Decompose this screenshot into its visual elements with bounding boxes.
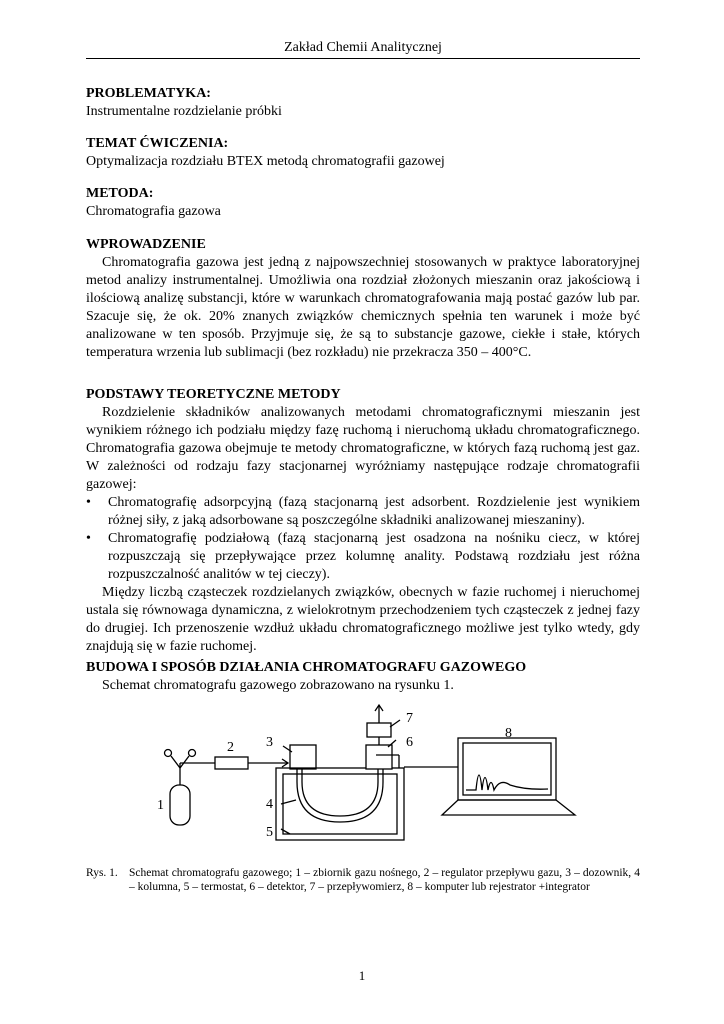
flowmeter-icon (367, 723, 391, 737)
detector-icon (366, 745, 392, 769)
flow-regulator-icon (215, 757, 248, 769)
diagram-label-8: 8 (505, 726, 512, 741)
diagram-label-1: 1 (157, 798, 164, 813)
bullet-icon: • (86, 531, 91, 546)
text-metoda: Chromatografia gazowa (86, 204, 221, 219)
diagram-label-4: 4 (266, 797, 273, 812)
page-header: Zakład Chemii Analitycznej (86, 40, 640, 59)
diagram-label-3: 3 (266, 735, 273, 750)
text-budowa: Schemat chromatografu gazowego zobrazowano na rysunku 1. (102, 678, 454, 693)
column-coil-icon (297, 769, 383, 822)
text-temat: Optymalizacja rozdziału BTEX metodą chromatografii gazowej (86, 154, 445, 169)
diagram-label-2: 2 (227, 740, 234, 755)
computer-icon (442, 738, 575, 815)
heading-problematyka: PROBLEMATYKA: (86, 86, 211, 101)
figure-caption (86, 866, 640, 894)
diagram-label-7: 7 (406, 711, 413, 726)
text-problematyka: Instrumentalne rozdzielanie próbki (86, 104, 282, 119)
heading-wprowadzenie: WPROWADZENIE (86, 237, 206, 252)
heading-podstawy: PODSTAWY TEORETYCZNE METODY (86, 387, 341, 402)
heading-temat: TEMAT ĆWICZENIA: (86, 136, 229, 151)
caption-label: Rys. 1. (86, 867, 118, 879)
bullet-icon: • (86, 495, 91, 510)
diagram-label-6: 6 (406, 735, 413, 750)
paragraph-wprowadzenie: Chromatografia gazowa jest jedną z najpowszechniej stosowanych w praktyce laboratoryjnej metod analizy instrumentalnej. Umożliwia ona rozdział złożonych mieszanin oraz jakościową i ilościową analizę substancji, które w warunkach chromatografowania mają postać gazów lub par. Szacuje się, że ok. 20% znanych związków chemicznych spełnia ten warunek i może być analizowane w ten sposób. Przyjmuje się, że są to substancje gazowe, ciekłe i stałe, których temperatura wrzenia lub sublimacji (bez rozkładu) nie przekracza 350 – 400°C. (86, 255, 640, 360)
heading-metoda: METODA: (86, 186, 154, 201)
injector-icon (290, 745, 316, 769)
heading-budowa: BUDOWA I SPOSÓB DZIAŁANIA CHROMATOGRAFU GAZOWEGO (86, 660, 527, 675)
diagram-label-5: 5 (266, 825, 273, 840)
page-number: 1 (358, 968, 366, 983)
thermostat-icon (276, 768, 404, 840)
list-item-text: Chromatografię adsorpcyjną (fazą stacjonarną jest adsorbent. Rozdzielenie jest wynikiem różnej siły, z jaką adsorbowane są poszczególne składniki analizowanej mieszaniny). (108, 495, 640, 528)
paragraph-podstawy-closing: Między liczbą cząsteczek rozdzielanych związków, obecnych w fazie ruchomej i nieruchomej ustala się równowaga dynamiczna, z wielokrotnym przechodzeniem tych cząsteczek z jednej fazy do drugiej. Ich przenoszenie wzdłuż układu chromatograficznego możliwe jest tylko wtedy, gdy znajdują się w fazie ruchomej. (86, 585, 640, 654)
caption-text: Schemat chromatografu gazowego; 1 – zbiornik gazu nośnego, 2 – regulator przepływu gazu, 3 – dozownik, 4 – kolumna, 5 – termostat, 6 – detektor, 7 – przepływomierz, 8 – komputer lub rejestrator +integrator (129, 867, 640, 893)
paragraph-podstawy-intro: Rozdzielenie składników analizowanych metodami chromatograficznymi mieszanin jest wynikiem różnego ich podziału między fazę ruchomą i nieruchomą układu chromatograficznego. Chromatografia gazowa obejmuje te metody chromatograficzne, w których fazą ruchomą jest gaz. W zależności od rodzaju fazy stacjonarnej wyróżniamy następujące rodzaje chromatografii gazowej: (86, 405, 640, 492)
list-item-text: Chromatografię podziałową (fazą stacjonarną jest osadzona na nośniku ciecz, w której rozpuszczają się przepływające przez kolumnę anality. Podstawą rozdziału jest różna rozpuszczalność analitów w tej cieczy). (108, 531, 640, 582)
gas-cylinder-icon (165, 750, 196, 826)
